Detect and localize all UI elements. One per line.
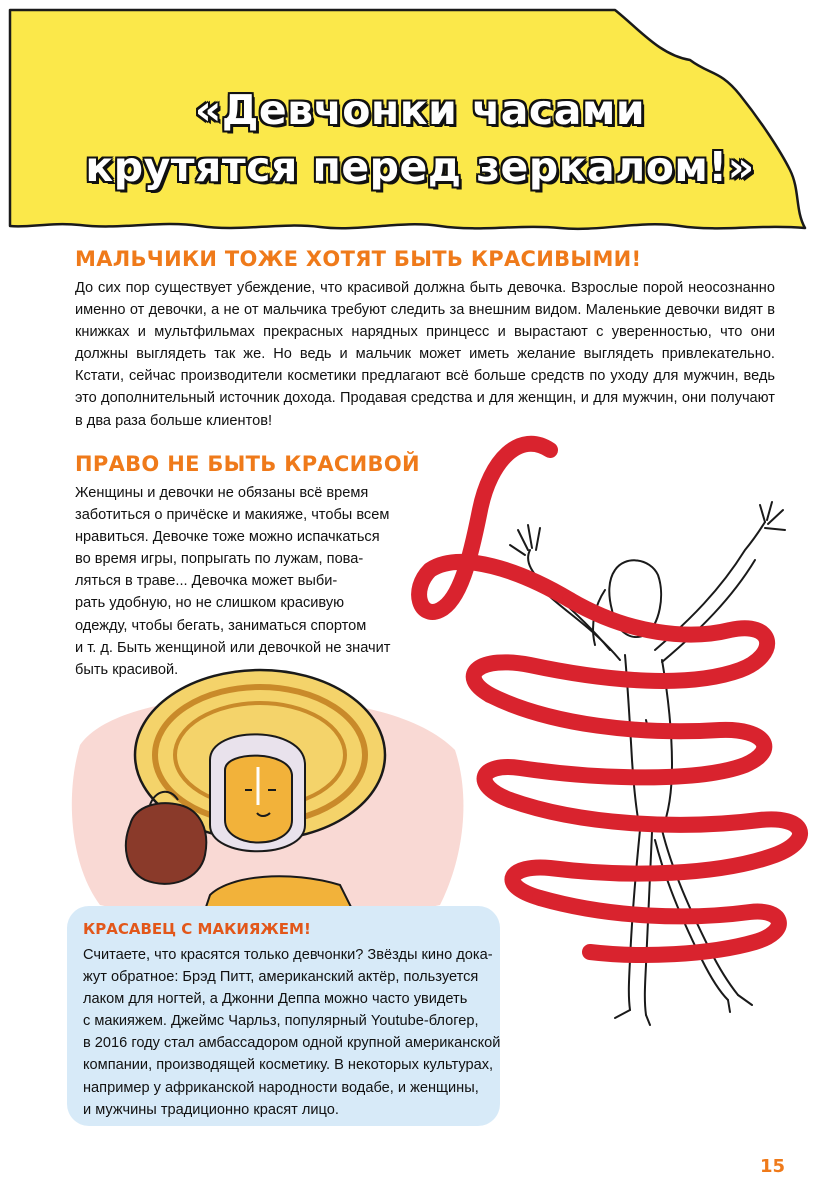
info-box-heading: КРАСАВЕЦ С МАКИЯЖЕМ! <box>83 920 311 938</box>
text-line: компании, производящей косметику. В некоторых культурах, <box>83 1057 494 1074</box>
title-banner <box>0 0 825 240</box>
title-line-1: «Девчонки часами <box>194 86 646 134</box>
page-number: 15 <box>760 1156 786 1177</box>
info-box <box>67 906 500 1126</box>
text-line: и мужчины традиционно красят лицо. <box>83 1101 339 1118</box>
section-heading-right: ПРАВО НЕ БЫТЬ КРАСИВОЙ <box>75 452 420 476</box>
text-line: быть красивой. <box>75 661 179 678</box>
text-line: в 2016 году стал амбассадором одной крупной американской <box>83 1035 501 1052</box>
text-line: нравиться. Девочке тоже можно испачкаться <box>75 529 380 546</box>
info-box-text <box>83 944 501 1121</box>
page-title <box>40 82 800 196</box>
text-line: ляться в траве... Девочка может выби- <box>75 573 338 590</box>
section-text-boys: До сих пор существует убеждение, что красивой должна быть девочка. Взрослые порой неосознанно именно от девочки, а не от мальчика требуют следить за внешним видом. Маленькие девочки видят в книжках и мультфильмах прекрасных нарядных принцесс и вырастают с уверенностью, что они должны выглядеть так же. Но ведь и мальчик может иметь желание выглядеть привлекательно. Кстати, сейчас производители косметики предлагают всё больше средств по уходу для мужчин, ведь это дополнительный источник дохода. Продавая средства и для женщин, и для мужчин, они получают в два раза больше клиентов! <box>75 280 775 429</box>
section-text-right <box>75 482 420 681</box>
text-line: Женщины и девочки не обязаны всё время <box>75 485 369 501</box>
text-line: Считаете, что красятся только девчонки? Звёзды кино дока- <box>83 947 493 963</box>
text-line: с макияжем. Джеймс Чарльз, популярный Youtube-блогер, <box>83 1013 479 1030</box>
section-heading-boys: МАЛЬЧИКИ ТОЖЕ ХОТЯТ БЫТЬ КРАСИВЫМИ! <box>75 247 642 271</box>
text-line: и т. д. Быть женщиной или девочкой не значит <box>75 639 391 656</box>
title-line-2: крутятся перед зеркалом!» <box>85 143 755 191</box>
text-line: лаком для ногтей, а Джонни Деппа можно часто увидеть <box>83 991 468 1008</box>
text-line: жут обратное: Брэд Питт, американский актёр, пользуется <box>83 969 479 986</box>
text-line: заботиться о причёске и макияже, чтобы всем <box>75 507 390 524</box>
text-line: например у африканской народности водабе, и женщины, <box>83 1079 479 1096</box>
text-line: одежду, чтобы бегать, заниматься спортом <box>75 617 367 634</box>
text-line: рать удобную, но не слишком красивую <box>75 595 345 612</box>
text-line: во время игры, попрыгать по лужам, пова- <box>75 551 364 568</box>
woman-with-hat-illustration <box>60 655 470 925</box>
